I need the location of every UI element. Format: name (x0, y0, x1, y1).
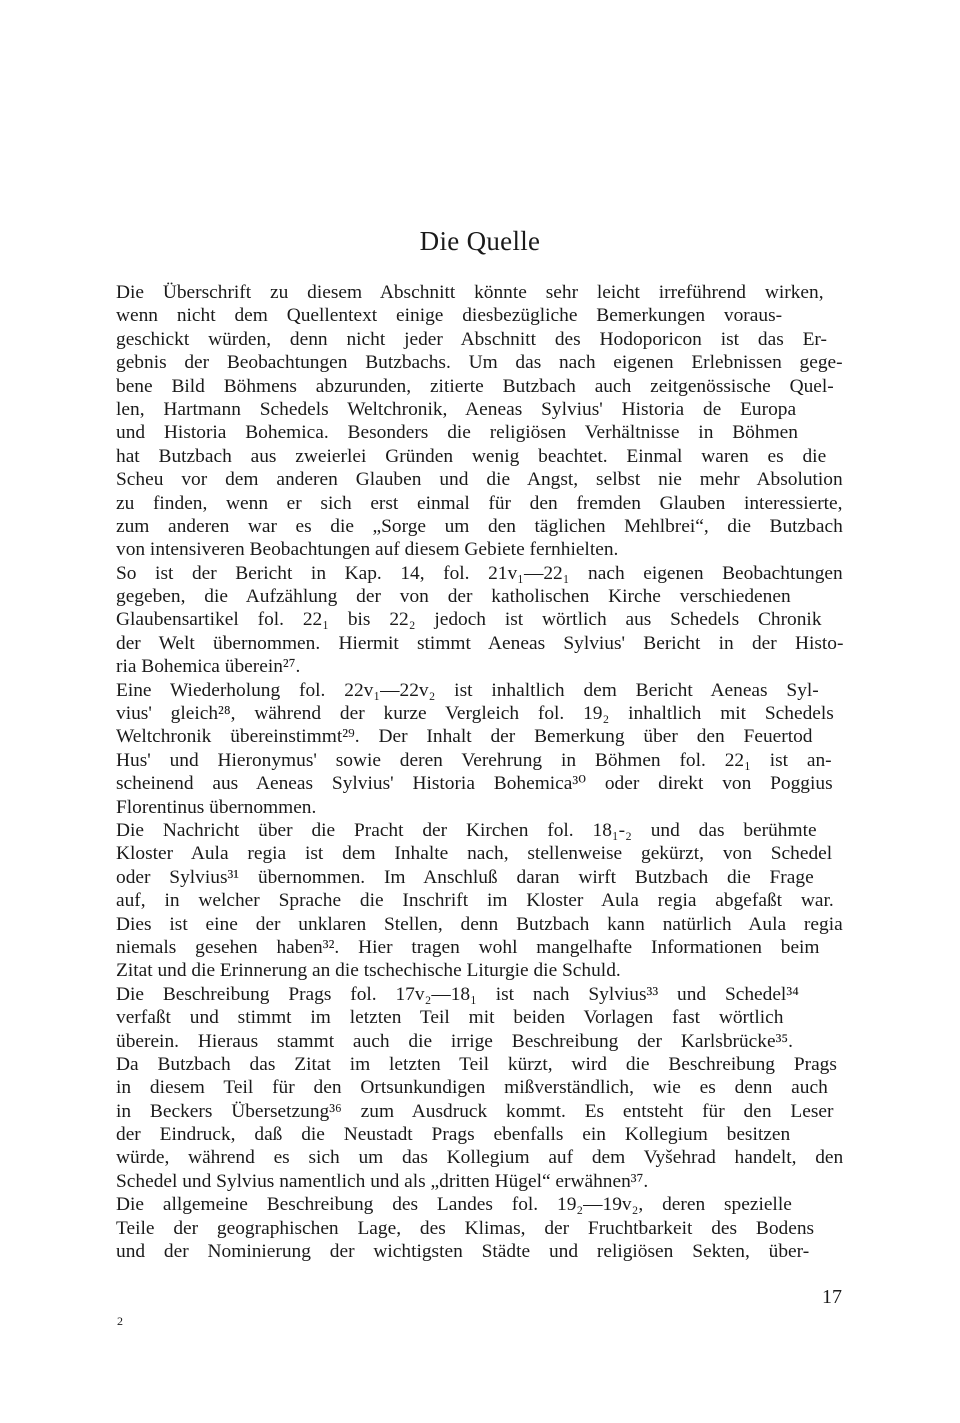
text-line: Eine Wiederholung fol. 22v₁—22v₂ ist inhaltlich dem Bericht Aeneas Syl- (116, 679, 819, 701)
text-line: hat Butzbach aus zweierlei Gründen wenig beachtet. Einmal waren es die (116, 445, 827, 467)
text-line: Teile der geographischen Lage, des Klimas, der Fruchtbarkeit des Bodens (116, 1217, 815, 1239)
text-line: niemals gesehen haben³². Hier tragen wohl mangelhafte Informationen beim (116, 936, 820, 958)
text-line: Schedel und Sylvius namentlich und als „dritten Hügel“ erwähnen³⁷. (116, 1170, 649, 1192)
text-line: Die Überschrift zu diesem Abschnitt könnte sehr leicht irreführend wirken, (116, 282, 824, 303)
text-line: Kloster Aula regia ist dem Inhalte nach, stellenweise gekürzt, von Schedel (116, 843, 833, 865)
text-line: Florentinus übernommen. (116, 796, 317, 818)
text-line: Zitat und die Erinnerung an die tschechische Liturgie die Schuld. (116, 960, 621, 982)
text-line: überein. Hieraus stammt auch die irrige Beschreibung der Karlsbrücke³⁵. (116, 1030, 794, 1052)
text-line: vius' gleich²⁸, während der kurze Vergleich fol. 19₂ inhaltlich mit Schedels (116, 703, 834, 725)
text-line: in Beckers Übersetzung³⁶ zum Ausdruck kommt. Es entsteht für den Leser (116, 1100, 834, 1122)
text-line: oder Sylvius³¹ übernommen. Im Anschluß daran wirft Butzbach die Frage (116, 866, 814, 888)
text-line: auf, in welcher Sprache die Inschrift im Kloster Aula regia abgefaßt war. (116, 890, 834, 912)
page-number: 17 (822, 1286, 842, 1308)
text-line: Dies ist eine der unklaren Stellen, denn Butzbach kann natürlich Aula regia (116, 913, 843, 935)
text-line: der Eindruck, daß die Neustadt Prags ebenfalls ein Kollegium besitzen (116, 1124, 791, 1146)
text-line: ria Bohemica überein²⁷. (116, 656, 301, 678)
text-line: len, Hartmann Schedels Weltchronik, Aeneas Sylvius' Historia de Europa (116, 398, 797, 420)
text-line: zum anderen war es die „Sorge um den täglichen Mehlbrei“, die Butzbach (116, 515, 843, 537)
text-line: Weltchronik übereinstimmt²⁹. Der Inhalt der Bemerkung über den Feuertod (116, 726, 813, 748)
text-line: Die Beschreibung Prags fol. 17v₂—18₁ ist nach Sylvius³³ und Schedel³⁴ (116, 983, 799, 1005)
text-line: Hus' und Hieronymus' sowie deren Verehrung in Böhmen fol. 22₁ ist an- (116, 749, 832, 771)
text-line: und der Nominierung der wichtigsten Städte und religiösen Sekten, über- (116, 1241, 810, 1263)
text-line: Da Butzbach das Zitat im letzten Teil kürzt, wird die Beschreibung Prags (116, 1053, 837, 1075)
section-title: Die Quelle (419, 226, 541, 256)
text-line: von intensiveren Beobachtungen auf diesem Gebiete fernhielten. (116, 539, 619, 561)
text-line: Die Nachricht über die Pracht der Kirchen fol. 18₁-₂ und das berühmte (116, 819, 817, 841)
body-text (116, 281, 843, 1263)
text-line: Scheu vor dem anderen Glauben und die Angst, selbst nie mehr Absolution (116, 469, 843, 491)
text-line: der Welt übernommen. Hiermit stimmt Aeneas Sylvius' Bericht in der Histo- (116, 632, 844, 654)
text-line: verfaßt und stimmt im letzten Teil mit beiden Vorlagen fast wörtlich (116, 1007, 784, 1029)
text-line: bene Bild Böhmens abzurunden, zitierte Butzbach auch zeitgenössische Quel- (116, 375, 834, 397)
text-line: zu finden, wenn er sich erst einmal für den fremden Glauben interessierte, (116, 492, 843, 514)
printer-signature: 2 (117, 1314, 123, 1328)
text-line: geschickt würden, denn nicht jeder Abschnitt des Hodoporicon ist das Er- (116, 328, 827, 350)
text-line: gegeben, die Aufzählung der von der katholischen Kirche verschiedenen (116, 586, 791, 608)
text-line: in diesem Teil für den Ortsunkundigen mißverständlich, wie es denn auch (116, 1077, 828, 1099)
text-line: So ist der Bericht in Kap. 14, fol. 21v₁—22₁ nach eigenen Beobachtungen (116, 562, 843, 584)
text-line: gebnis der Beobachtungen Butzbachs. Um das nach eigenen Erlebnissen gege- (116, 352, 843, 374)
text-line: wenn nicht dem Quellentext einige diesbezügliche Bemerkungen voraus- (116, 305, 783, 327)
text-line: Die allgemeine Beschreibung des Landes fol. 19₂—19v₂, deren spezielle (116, 1194, 792, 1216)
text-line: und Historia Bohemica. Besonders die religiösen Verhältnisse in Böhmen (116, 422, 798, 444)
text-line: Glaubensartikel fol. 22₁ bis 22₂ jedoch ist wörtlich aus Schedels Chronik (116, 609, 822, 631)
text-line: würde, während es sich um das Kollegium auf dem Vyšehrad handelt, den (116, 1147, 844, 1169)
text-line: scheinend aus Aeneas Sylvius' Historia Bohemica³⁰ oder direkt von Poggius (116, 773, 833, 795)
